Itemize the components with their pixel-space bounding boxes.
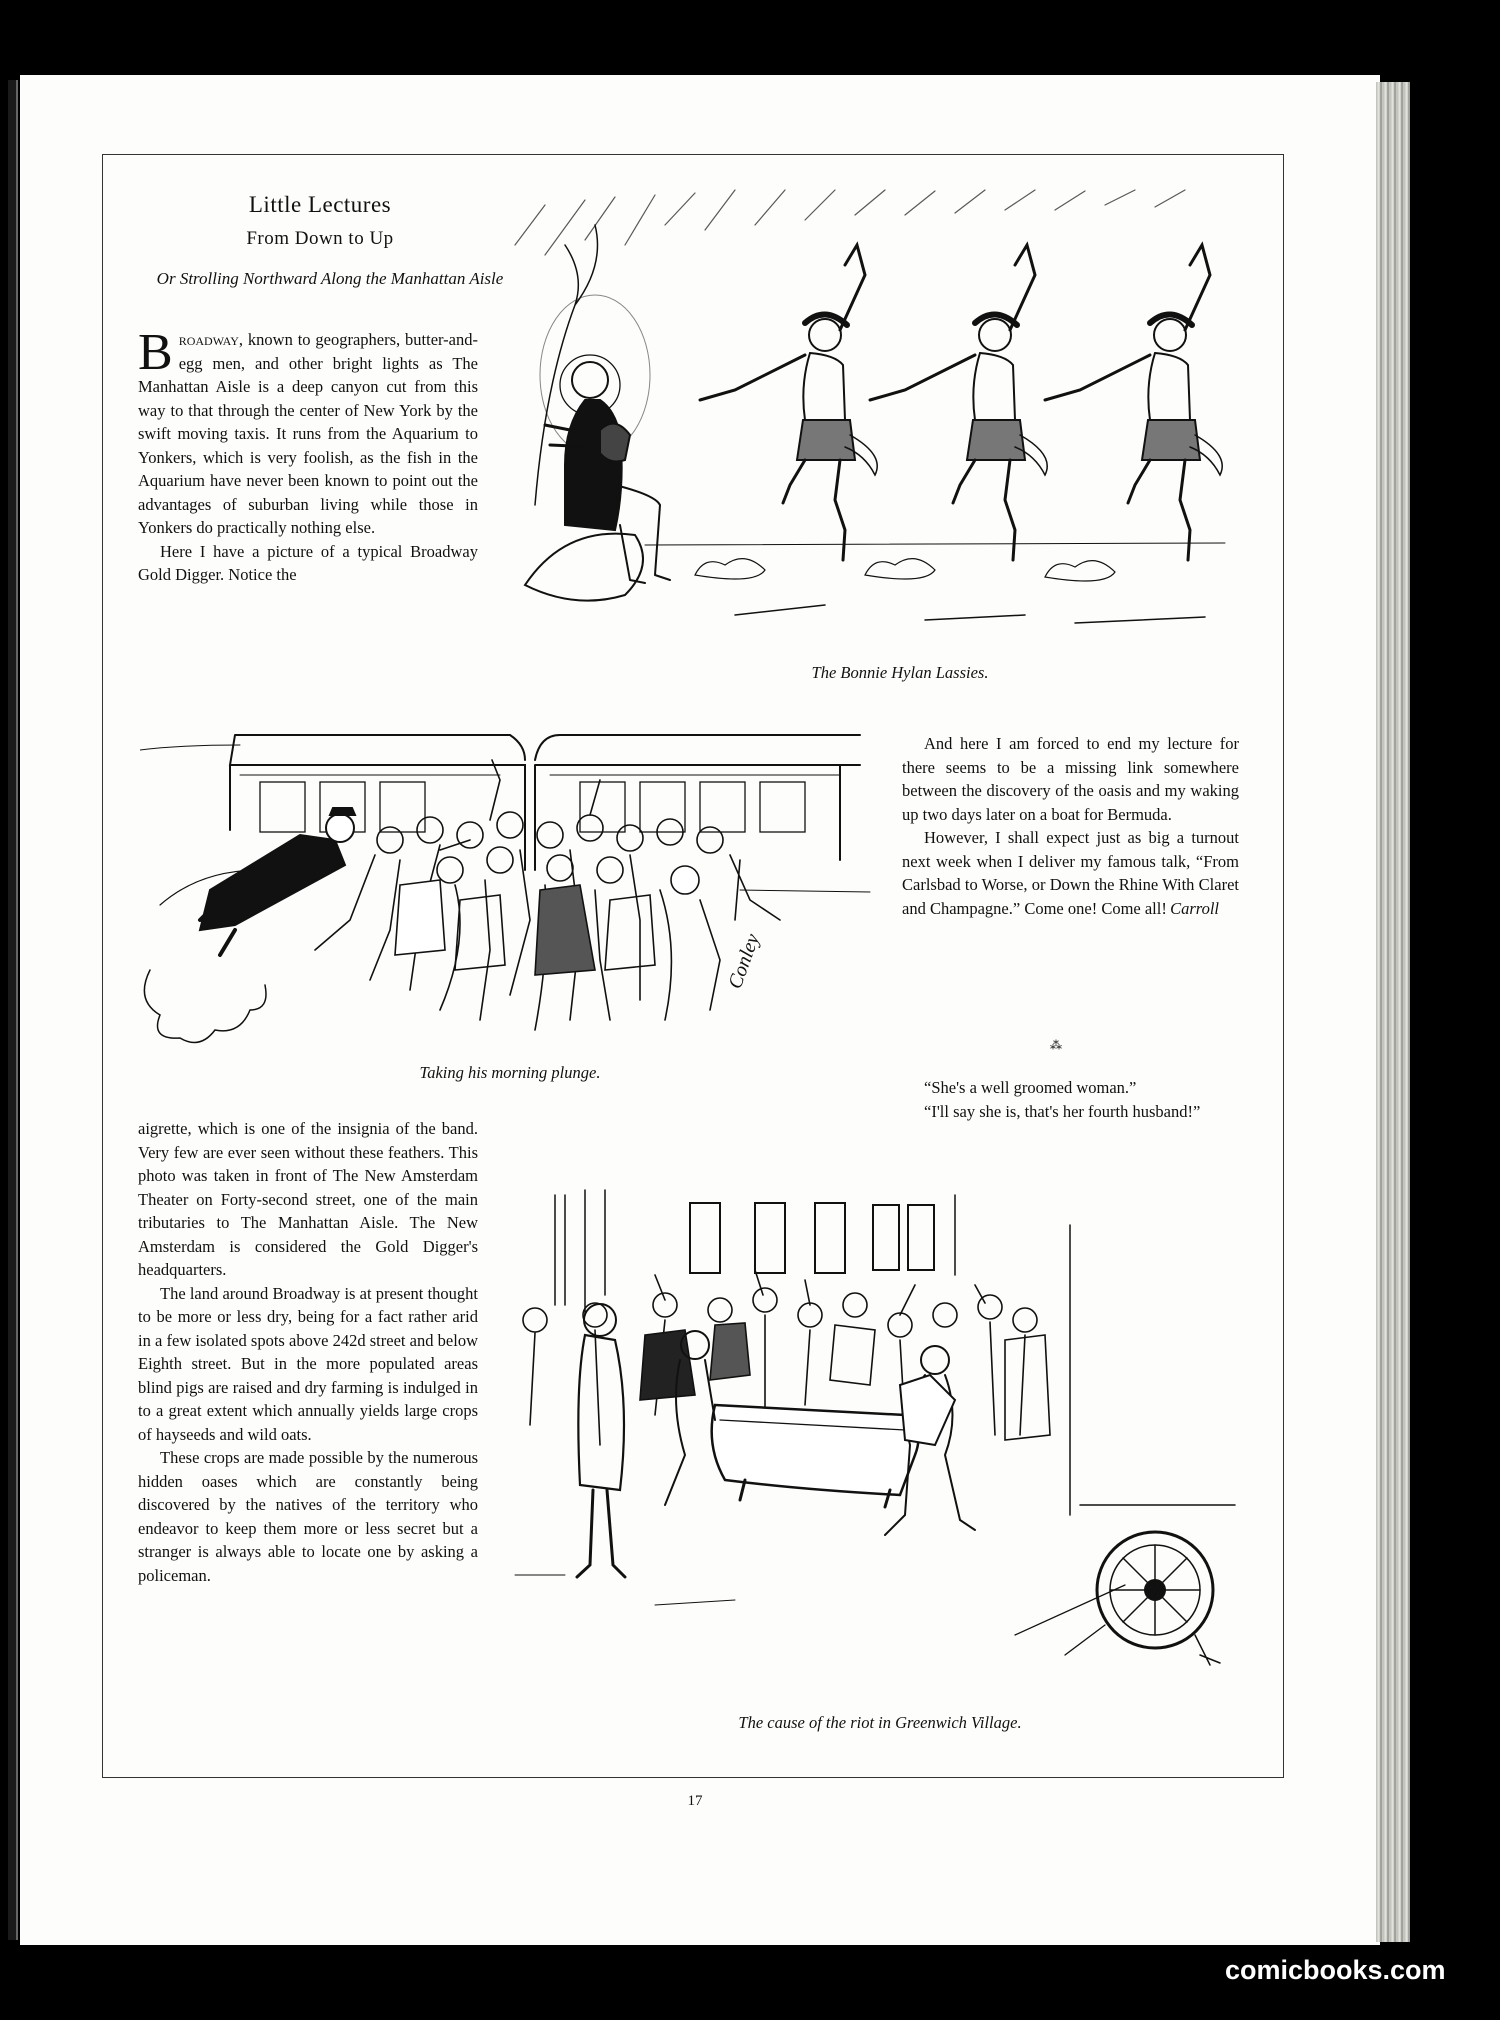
author-signature: Carroll — [1170, 899, 1219, 918]
left-column-top — [138, 324, 478, 587]
right-page-stack — [1376, 82, 1410, 1942]
intro-paragraph — [138, 324, 478, 540]
paragraph: Here I have a picture of a typical Broadway Gold Digger. Notice the — [138, 541, 478, 584]
drop-cap: B — [138, 324, 173, 381]
paragraph: These crops are made possible by the numerous hidden oases which are constantly being discovered by the natives of the territory who endeavor to keep them more or less secret but a stranger is always able to locate one by asking a policeman. — [138, 1448, 478, 1585]
lead-smallcaps: roadway, — [178, 330, 244, 349]
joke-line: “I'll say she is, that's her fourth husband!” — [924, 1101, 1201, 1121]
joke-line: “She's a well groomed woman.” — [924, 1078, 1137, 1097]
paragraph: aigrette, which is one of the insignia of the band. Very few are ever seen without these feathers. This photo was taken in front of The New Amsterdam Theater on Forty-second street, one of the main tributaries to The Manhattan Aisle. The New Amsterdam is considered the Gold Digger's headquarters. — [138, 1119, 478, 1279]
caption-plunge: Taking his morning plunge. — [419, 1063, 601, 1082]
right-column — [902, 732, 1239, 921]
caption-riot: The cause of the riot in Greenwich Village. — [738, 1713, 1022, 1732]
watermark: comicbooks.com — [1225, 1955, 1446, 1985]
left-page-edge — [8, 80, 18, 1940]
paragraph: And here I am forced to end my lecture for there seems to be a missing link somewhere between the discovery of the oasis and my waking up two days later on a boat for Bermuda. — [902, 734, 1239, 824]
paragraph: However, I shall expect just as big a turnout next week when I deliver my famous talk, “From Carlsbad to Worse, or Down the Rhine With Claret and Champagne.” Come one! Come all! — [902, 828, 1239, 918]
paragraph: The land around Broadway is at present thought to be more or less dry, being for a fact rather arid in a few isolated spots above 242d street and below Eighth street. But in the more populated areas blind pigs are raised and dry farming is indulged in to a great extent which annually yields large crops of hayseeds and wild oats. — [138, 1283, 478, 1444]
riot-illustration — [505, 1185, 1240, 1715]
lead-text: known to geographers, butter-and-egg men, and other bright lights as The Manhattan Aisle is a deep canyon cut from this way to that through the center of New York by the swift moving taxis. It runs from the Aquarium to Yonkers, which is very foolish, as the fish in the Aquarium have never been known to point out the advantages of suburban living while those in Yonkers do practically nothing else. — [138, 330, 478, 537]
caption-lassies: The Bonnie Hylan Lassies. — [811, 663, 989, 682]
page-number: 17 — [687, 1793, 703, 1809]
lassies-illustration — [505, 185, 1235, 645]
section-separator: ⁂ — [1050, 1038, 1063, 1052]
plunge-signature: Conley — [724, 930, 765, 992]
article-subtitle: From Down to Up — [246, 228, 394, 249]
plunge-illustration — [140, 720, 880, 1060]
left-column-bottom — [138, 1117, 478, 1587]
joke-block — [902, 1076, 1239, 1123]
article-title: Little Lectures — [248, 192, 392, 217]
article-tagline: Or Strolling Northward Along the Manhattan Aisle — [156, 269, 504, 288]
